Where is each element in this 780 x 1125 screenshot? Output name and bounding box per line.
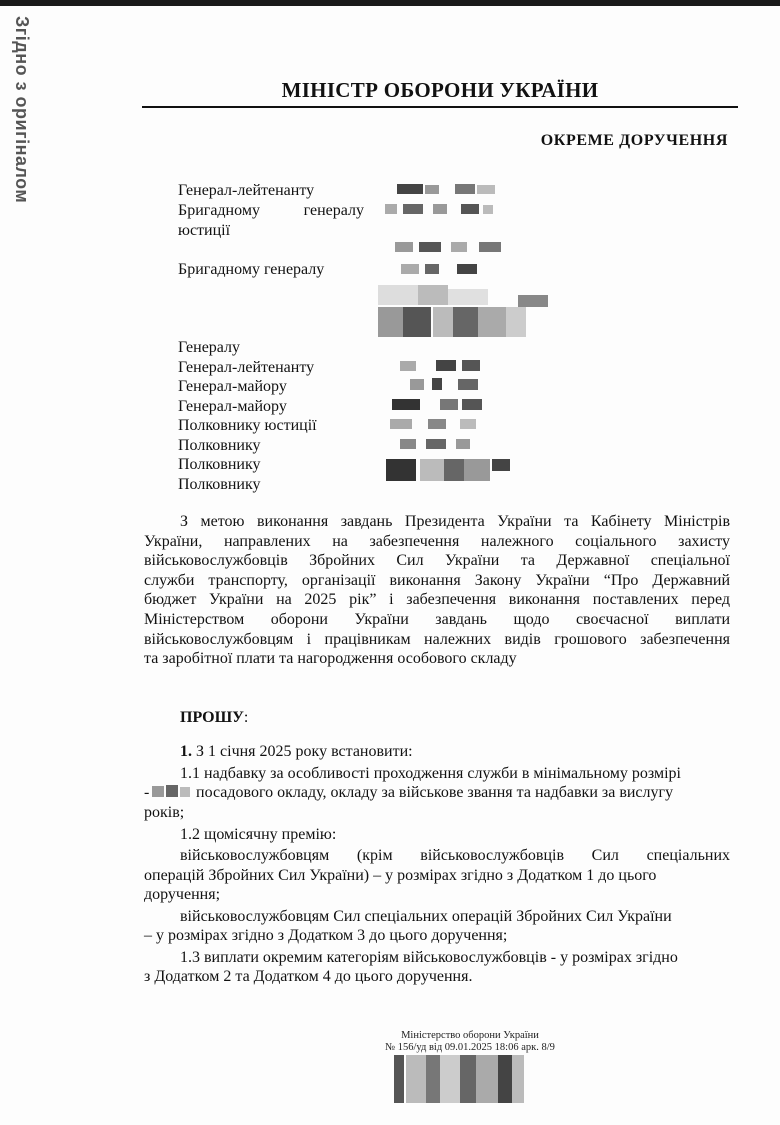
item-1-2-line: – у розмірах згідно з Додатком 3 до цього доручення; (144, 927, 508, 944)
page-title: МІНІСТР ОБОРОНИ УКРАЇНИ (281, 78, 599, 102)
redacted-name (375, 240, 555, 280)
addressee-rank: Генерал-лейтенанту (178, 359, 315, 376)
registration-footer (340, 1030, 600, 1054)
addressee-rank: Бригадному генералу (178, 261, 325, 278)
item-number: 1. (180, 743, 192, 760)
certification-stamp: Згідно з оригіналом (12, 16, 32, 204)
redacted-barcode (394, 1055, 524, 1103)
item-1-2-line: операцій Збройних Сил України) – у розмірах згідно з Додатком 1 до цього (144, 867, 657, 884)
redacted-value (152, 784, 192, 800)
intro-line: З метою виконання завдань Президента України та Кабінету Міністрів (180, 513, 730, 530)
intro-line: бюджет України на 2025 рік” і забезпечення виконання поставлених перед (144, 591, 730, 609)
intro-line: військовослужбовцям і працівникам належних видів грошового забезпечення (144, 630, 730, 648)
intro-paragraph (144, 512, 730, 669)
top-border (0, 0, 780, 6)
item-1-1-line: 1.1 надбавку за особливості проходження служби в мінімальному розмірі (180, 765, 681, 782)
item-1-3-line: 1.3 виплати окремим категоріям військовослужбовців - у розмірах згідно (180, 949, 678, 966)
intro-line: Міністерством оборони України завдань щодо своєчасної виплати (144, 610, 730, 628)
addressee-rank: Полковнику юстиції (178, 417, 317, 434)
redacted-name (378, 285, 553, 345)
addressee-rank: Генерал-майору (178, 398, 287, 415)
item-1-2-line: військовослужбовцям (крім військовослужбовців Сил спеціальних (180, 847, 730, 864)
intro-line: та заробітної плати та нагородження особового складу (144, 650, 517, 668)
footer-org: Міністерство оборони України (401, 1030, 539, 1041)
item-1-1-dash: - (144, 784, 150, 801)
redacted-name (375, 180, 525, 220)
item-1 (180, 742, 413, 762)
addressee-rank: Полковнику (178, 456, 261, 473)
intro-line: служби транспорту, організації виконання Закону України “Про Державний (144, 571, 730, 589)
request-heading (180, 709, 248, 727)
intro-line: військовослужбовців Збройних Сил України та Державної спеціальної (144, 552, 730, 570)
addressee-rank: юстиції (178, 222, 231, 239)
item-1-2-line: доручення; (144, 886, 221, 903)
addressee-rank: Полковнику (178, 476, 261, 493)
addressee-rank: Генерал-лейтенанту (178, 182, 315, 199)
item-1-3-line: з Додатком 2 та Додатком 4 до цього доручення. (144, 968, 473, 985)
item-text: З 1 січня 2025 року встановити: (196, 743, 413, 760)
addressee-rank: Генералу (178, 339, 241, 356)
item-1-1-line: років; (144, 804, 185, 821)
footer-reg-number: № 156/уд від 09.01.2025 18:06 арк. 8/9 (385, 1042, 555, 1053)
header-divider (142, 106, 738, 108)
request-word: ПРОШУ (180, 709, 244, 726)
item-1-2-title: 1.2 щомісячну премію: (180, 826, 337, 843)
request-colon: : (243, 709, 249, 726)
addressee-rank: Генерал-майору (178, 378, 287, 395)
intro-line: України, направлених на забезпечення належного соціального захисту (144, 532, 730, 550)
addressee-rank: Полковнику (178, 437, 261, 454)
addressee-rank: Бригадному генералу (178, 202, 364, 219)
item-1-2-line: військовослужбовцям Сил спеціальних операцій Збройних Сил України (180, 908, 672, 925)
item-1-1-line: посадового окладу, окладу за військове звання та надбавки за вислугу (196, 784, 674, 801)
redacted-names-group (380, 355, 520, 485)
document-type: ОКРЕМЕ ДОРУЧЕННЯ (540, 132, 728, 149)
